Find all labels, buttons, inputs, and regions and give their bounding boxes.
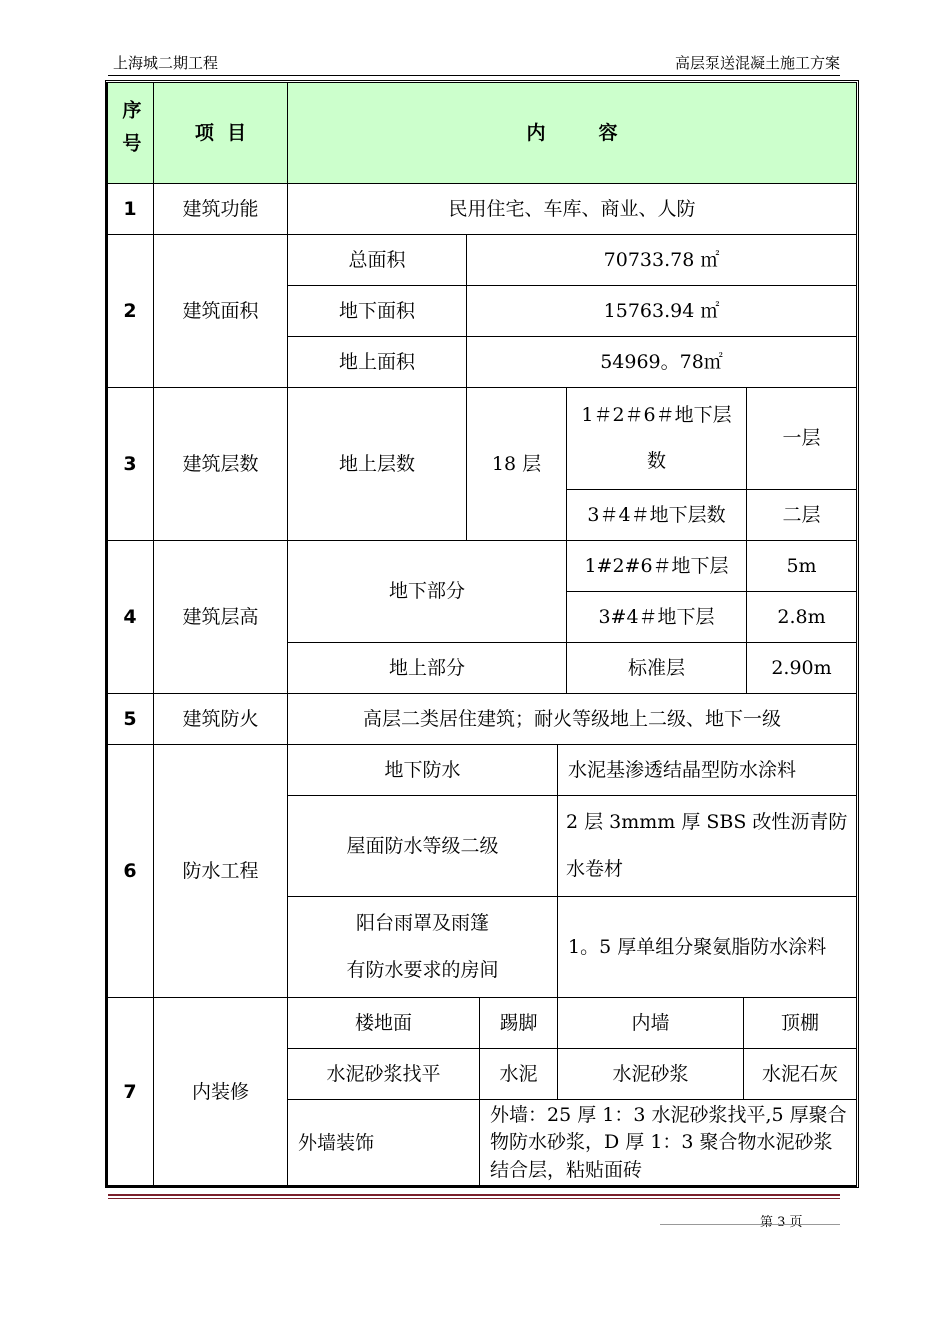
- underground-height-value-2: 2.8m: [746, 591, 857, 643]
- header-divider: [108, 75, 840, 76]
- row-4-item: 建筑层高: [153, 540, 288, 694]
- page-number: 第 3 页: [760, 1215, 803, 1230]
- header-document-title: 高层泵送混凝土施工方案: [674, 54, 840, 72]
- ceiling-header: 顶棚: [743, 997, 857, 1049]
- row-4-number: 4: [106, 540, 154, 694]
- row-7-number: 7: [106, 997, 154, 1187]
- standard-floor-label: 标准层: [566, 642, 747, 694]
- row-1-number: 1: [106, 183, 154, 235]
- footer-rule-thin: [108, 1198, 840, 1199]
- total-area-value: 70733.78 ㎡: [466, 234, 857, 286]
- total-area-label: 总面积: [287, 234, 467, 286]
- row-1-content: 民用住宅、车库、商业、人防: [287, 183, 857, 235]
- ceiling-value: 水泥石灰: [743, 1048, 857, 1100]
- underground-area-label: 地下面积: [287, 285, 467, 337]
- roof-waterproof-label: 屋面防水等级二级: [287, 795, 558, 897]
- row-5-item: 建筑防火: [153, 693, 288, 745]
- balcony-waterproof-value: 1。5 厚单组分聚氨脂防水涂料: [557, 896, 857, 998]
- row-5-content: 高层二类居住建筑；耐火等级地上二级、地下一级: [287, 693, 857, 745]
- row-3-item: 建筑层数: [153, 387, 288, 541]
- aboveground-part-label: 地上部分: [287, 642, 567, 694]
- underground-area-value: 15763.94 ㎡: [466, 285, 857, 337]
- standard-floor-value: 2.90m: [746, 642, 857, 694]
- col-header-number: 序号: [106, 82, 154, 184]
- floor-value: 水泥砂浆找平: [287, 1048, 480, 1100]
- underground-waterproof-label: 地下防水: [287, 744, 558, 796]
- exterior-wall-label: 外墙装饰: [287, 1099, 480, 1187]
- header-project-name: 上海城二期工程: [113, 54, 219, 72]
- underground-part-label: 地下部分: [287, 540, 567, 643]
- underground-waterproof-value: 水泥基渗透结晶型防水涂料: [557, 744, 857, 796]
- balcony-label-line-2: 有防水要求的房间: [346, 959, 499, 981]
- col-header-item: 项 目: [153, 82, 288, 184]
- balcony-label-line-1: 阳台雨罩及雨篷: [355, 911, 489, 934]
- skirting-header: 踢脚: [479, 997, 558, 1049]
- page-number-underline: [660, 1224, 840, 1225]
- row-7-item: 内装修: [153, 997, 288, 1187]
- row-6-item: 防水工程: [153, 744, 288, 998]
- inner-wall-value: 水泥砂浆: [557, 1048, 744, 1100]
- row-2-number: 2: [106, 234, 154, 388]
- basement-floors-value-2: 二层: [746, 489, 857, 541]
- row-5-number: 5: [106, 693, 154, 745]
- table-frame: [105, 80, 859, 1188]
- underground-height-label-1: 1#2#6＃地下层: [566, 540, 747, 592]
- basement-floors-label-2: 3＃4＃地下层数: [566, 489, 747, 541]
- aboveground-floors-label: 地上层数: [287, 387, 467, 541]
- footer-rule-thick: [108, 1194, 840, 1196]
- basement-floors-value-1: 一层: [746, 387, 857, 490]
- floor-header: 楼地面: [287, 997, 480, 1049]
- row-2-item: 建筑面积: [153, 234, 288, 388]
- basement-floors-label-1: 1＃2＃6＃地下层数: [566, 387, 747, 490]
- roof-waterproof-value: 2 层 3mmm 厚 SBS 改性沥青防水卷材: [557, 795, 857, 897]
- aboveground-area-value: 54969。78㎡: [466, 336, 857, 388]
- underground-height-value-1: 5m: [746, 540, 857, 592]
- underground-height-label-2: 3#4＃地下层: [566, 591, 747, 643]
- row-1-item: 建筑功能: [153, 183, 288, 235]
- aboveground-area-label: 地上面积: [287, 336, 467, 388]
- exterior-wall-value: 外墙：25 厚 1：3 水泥砂浆找平,5 厚聚合物防水砂浆，D 厚 1：3 聚合物水泥砂浆结合层，粘贴面砖: [479, 1099, 857, 1187]
- col-header-content: 内 容: [287, 82, 857, 184]
- row-3-number: 3: [106, 387, 154, 541]
- skirting-value: 水泥: [479, 1048, 558, 1100]
- row-6-number: 6: [106, 744, 154, 998]
- inner-wall-header: 内墙: [557, 997, 744, 1049]
- aboveground-floors-value: 18 层: [466, 387, 567, 541]
